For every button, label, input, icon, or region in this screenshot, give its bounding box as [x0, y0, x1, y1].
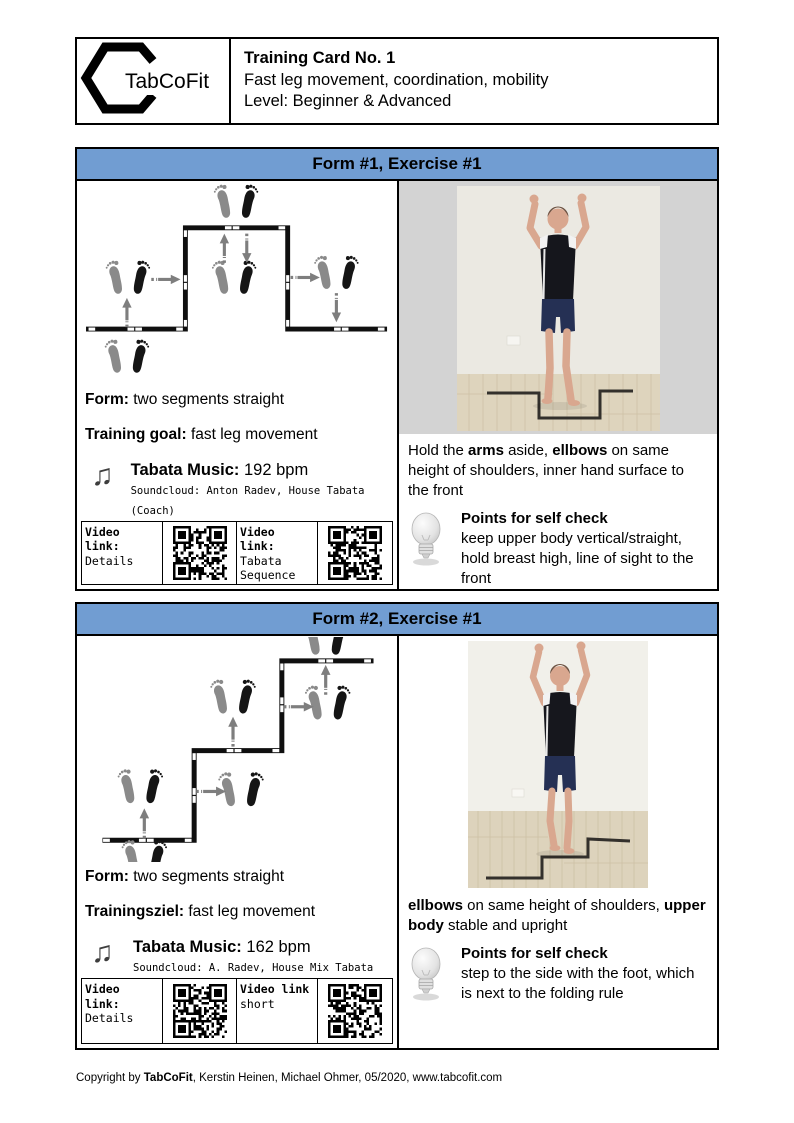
selfcheck-text: step to the side with the foot, which is next to the folding rule	[461, 965, 695, 1002]
music-value: 192 bpm	[244, 460, 309, 479]
footprint-diagram-1	[78, 182, 398, 385]
music-value: 162 bpm	[246, 938, 311, 957]
instruction-panel-2	[399, 636, 717, 1048]
goal-row	[85, 902, 389, 922]
qr-code-icon	[173, 984, 227, 1038]
qr-code-icon	[173, 526, 227, 580]
video-link-label: Video link: Details	[82, 522, 163, 584]
exercise-card-1	[75, 147, 719, 591]
music-note-icon: ♫	[91, 936, 114, 970]
diagram-panel-1	[77, 181, 399, 589]
goal-label: Trainingsziel:	[85, 903, 185, 921]
section-title-2: Form #2, Exercise #1	[77, 604, 717, 636]
form-row	[85, 390, 389, 410]
photo-area-1	[399, 181, 717, 434]
qr-code-tabata-sequence	[318, 522, 392, 584]
photo-area-2	[399, 636, 717, 889]
exercise-photo-2	[468, 641, 648, 888]
form-value: two segments straight	[133, 868, 284, 886]
diagram-panel-2	[77, 636, 399, 1048]
selfcheck-text: keep upper body vertical/straight, hold breast high, line of sight to the front	[461, 530, 694, 587]
card-header	[75, 37, 719, 125]
copyright-footer: Copyright by TabCoFit, Kerstin Heinen, Michael Ohmer, 05/2020, www.tabcofit.com	[76, 1072, 503, 1084]
music-row	[85, 937, 389, 978]
logo-text: TabCoFit	[125, 70, 210, 93]
video-link-label: Video link short	[237, 979, 318, 1043]
form-label: Form:	[85, 868, 129, 886]
video-link-label: Video link: Tabata Sequence	[237, 522, 318, 584]
light-bulb-icon	[405, 511, 447, 569]
video-links-table	[81, 978, 393, 1044]
tabcofit-logo	[77, 39, 231, 123]
qr-code-icon	[328, 984, 382, 1038]
qr-code-details	[163, 979, 237, 1043]
exercise-card-2	[75, 602, 719, 1050]
qr-code-icon	[328, 526, 382, 580]
card-title: Training Card No. 1	[244, 49, 396, 67]
selfcheck-title: Points for self check	[461, 510, 608, 527]
instruction-panel-1	[399, 181, 717, 589]
qr-code-short	[318, 979, 392, 1043]
soundcloud-credit: Soundcloud: A. Radev, House Mix Tabata	[133, 962, 374, 975]
form-row	[85, 867, 389, 887]
goal-value: fast leg movement	[188, 903, 316, 921]
card-subtitle: Fast leg movement, coordination, mobility	[244, 70, 549, 89]
instruction-text-1: Hold the arms aside, ellbows on same height of shoulders, inner hand surface to the front	[408, 442, 685, 499]
form-value: two segments straight	[133, 390, 284, 408]
goal-value: fast leg movement	[190, 425, 318, 443]
section-title-1: Form #1, Exercise #1	[77, 149, 717, 181]
music-row	[85, 460, 389, 521]
music-label: Tabata Music:	[130, 460, 240, 479]
exercise-photo-1	[457, 186, 660, 431]
light-bulb-icon	[405, 946, 447, 1004]
video-link-label: Video link: Details	[82, 979, 163, 1043]
form-label: Form:	[85, 390, 129, 408]
selfcheck-block-1	[399, 501, 717, 589]
music-note-icon: ♫	[91, 458, 114, 492]
goal-row	[85, 425, 389, 445]
soundcloud-credit: Soundcloud: Anton Radev, House Tabata (Coach)	[130, 484, 365, 517]
qr-code-details	[163, 522, 237, 584]
selfcheck-title: Points for self check	[461, 945, 608, 962]
card-level: Level: Beginner & Advanced	[244, 92, 452, 110]
selfcheck-block-2	[399, 936, 717, 1004]
instruction-text-2: ellbows on same height of shoulders, upper body stable and upright	[408, 897, 706, 934]
music-label: Tabata Music:	[133, 938, 242, 957]
goal-label: Training goal:	[85, 425, 187, 443]
footprint-diagram-2	[78, 637, 398, 862]
card-title-block	[231, 39, 717, 123]
video-links-table	[81, 521, 393, 585]
